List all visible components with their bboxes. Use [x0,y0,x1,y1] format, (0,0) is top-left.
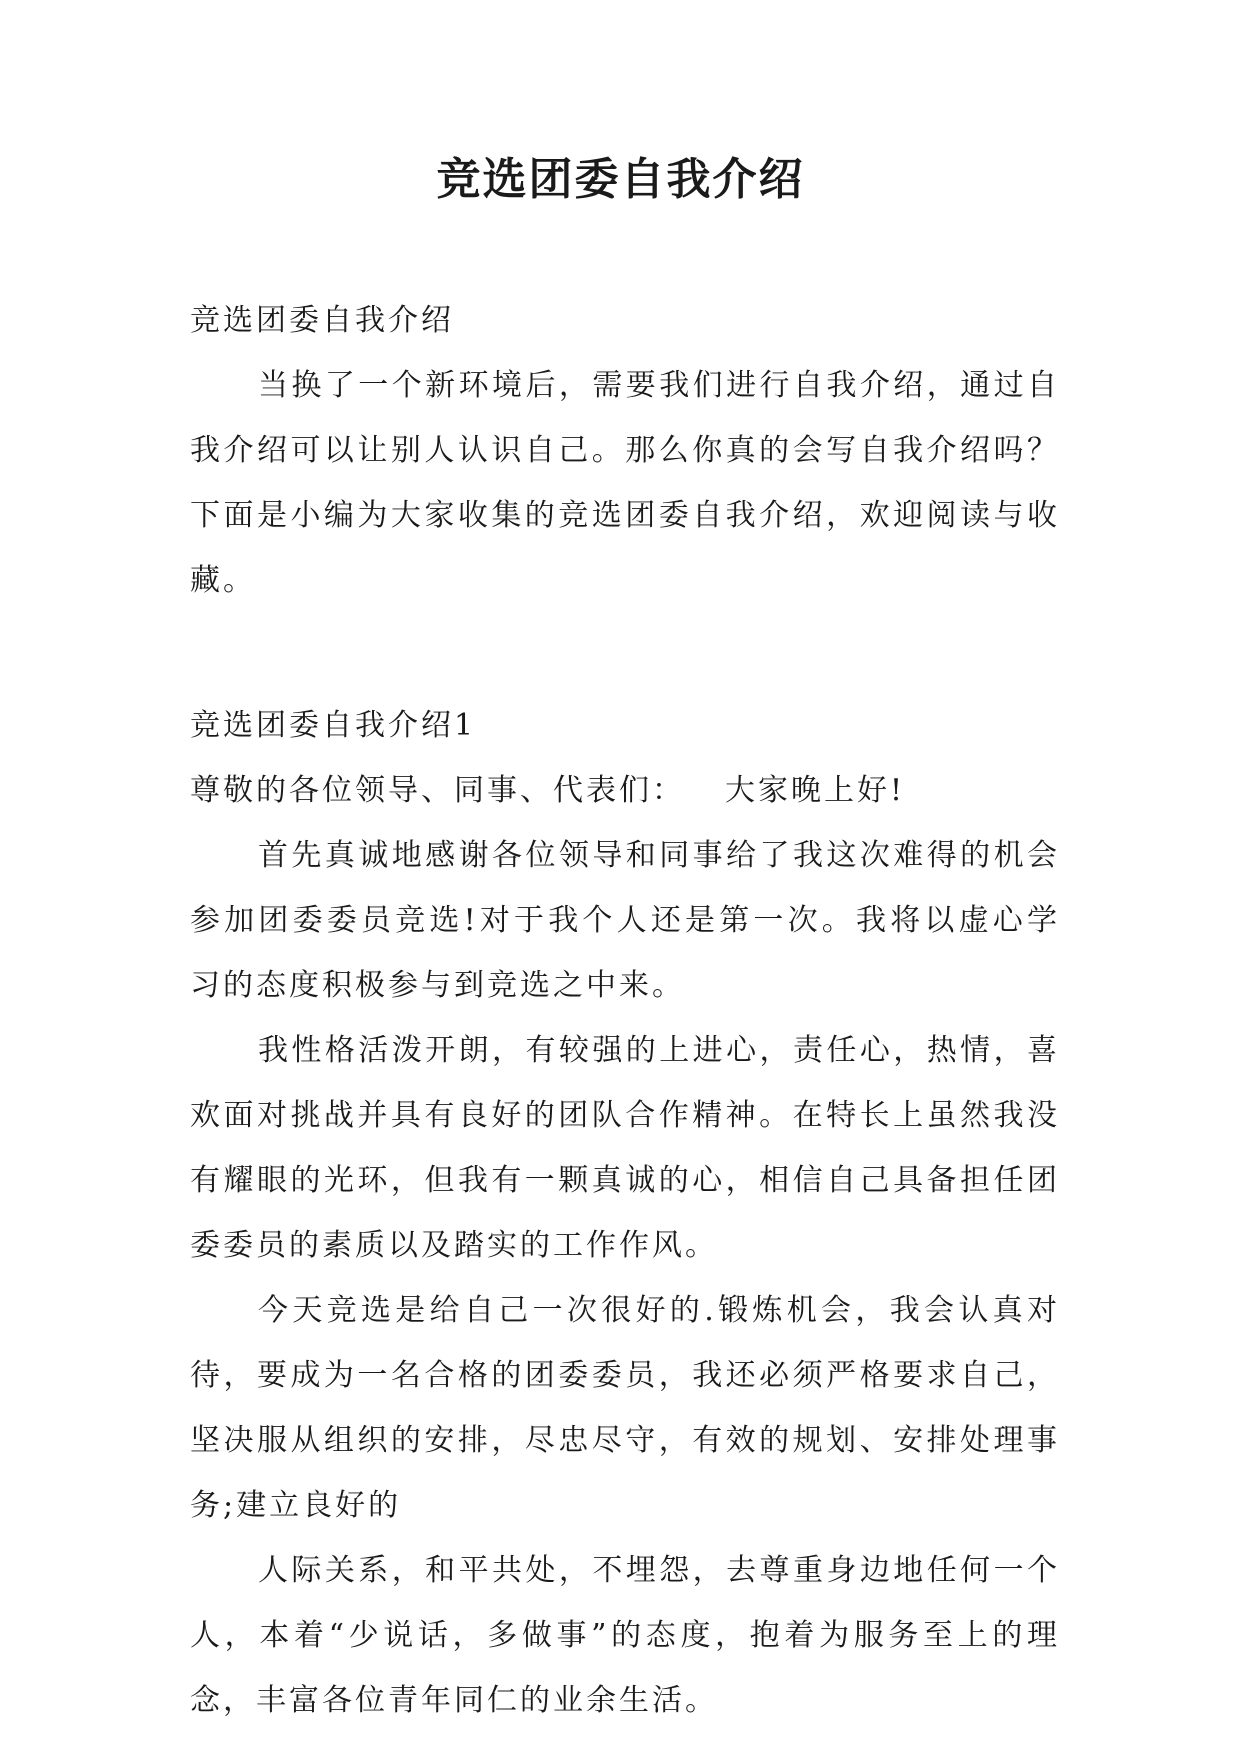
document-subtitle: 竞选团委自我介绍 [190,303,454,338]
body-paragraph-2: 我性格活泼开朗，有较强的上进心，责任心，热情，喜欢面对挑战并具有良好的团队合作精神。在特长上虽然我没有耀眼的光环，但我有一颗真诚的心，相信自己具备担任团委委员的素质以及踏实的工作作风。 [190,1033,1060,1263]
body-paragraph-1: 首先真诚地感谢各位领导和同事给了我这次难得的机会参加团委委员竞选!对于我个人还是第一次。我将以虚心学习的态度积极参与到竞选之中来。 [190,838,1060,1003]
intro-paragraph: 当换了一个新环境后，需要我们进行自我介绍，通过自我介绍可以让别人认识自己。那么你真的会写自我介绍吗？下面是小编为大家收集的竞选团委自我介绍，欢迎阅读与收藏。 [190,368,1060,598]
salutation: 尊敬的各位领导、同事、代表们： [190,773,685,808]
body-paragraph-4: 人际关系，和平共处，不埋怨，去尊重身边地任何一个人，本着“少说话，多做事”的态度，抱着为服务至上的理念，丰富各位青年同仁的业余生活。 [190,1553,1060,1718]
section-spacer [190,613,1060,693]
body-paragraph-3: 今天竞选是给自己一次很好的.锻炼机会，我会认真对待，要成为一名合格的团委委员，我还必须严格要求自己，坚决服从组织的安排，尽忠尽守，有效的规划、安排处理事务;建立良好的 [190,1293,1060,1523]
section-heading: 竞选团委自我介绍1 [190,708,477,743]
document-body [190,288,1060,1733]
salutation-line [190,758,1060,823]
greeting: 大家晚上好! [725,773,906,808]
page-title: 竞选团委自我介绍 [436,154,805,205]
